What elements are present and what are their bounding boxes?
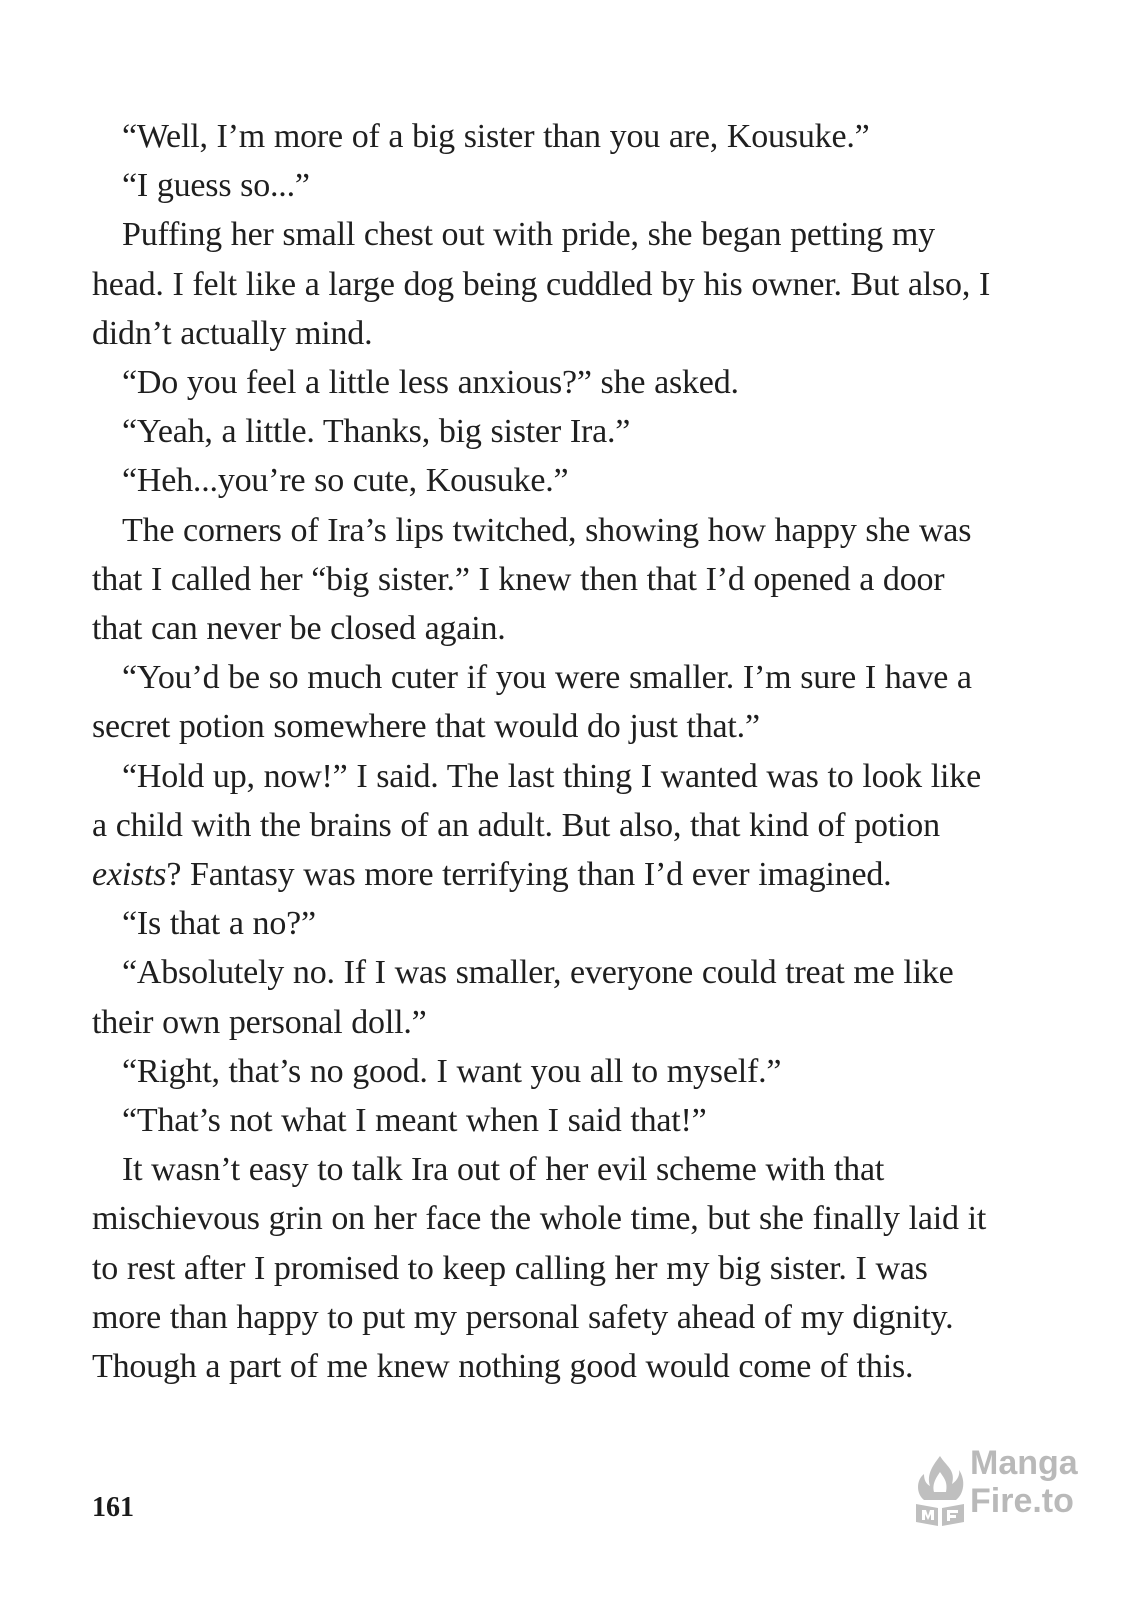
- paragraph-8: “You’d be so much cuter if you were smaller. I’m sure I have a secret potion somewhere that would do just that.”: [92, 659, 972, 746]
- paragraph-10: “Is that a no?”: [122, 905, 316, 943]
- paragraph-13: “That’s not what I meant when I said that!”: [122, 1102, 707, 1140]
- paragraph-2: “I guess so...”: [122, 167, 310, 205]
- paragraph-6: “Heh...you’re so cute, Kousuke.”: [122, 462, 569, 500]
- paragraph-9-start: “Hold up, now!” I said. The last thing I wanted was to look like a child with the brains of an adult. But also, that kind of potion: [92, 757, 981, 844]
- paragraph-9-end: ? Fantasy was more terrifying than I’d ever imagined.: [166, 856, 892, 894]
- flame-book-icon: [912, 1450, 968, 1530]
- paragraph-3: Puffing her small chest out with pride, she began petting my head. I felt like a large dog being cuddled by his owner. But also, I didn’t actually mind.: [92, 216, 991, 352]
- paragraph-1: “Well, I’m more of a big sister than you are, Kousuke.”: [122, 118, 870, 155]
- paragraph-5: “Yeah, a little. Thanks, big sister Ira.”: [122, 413, 631, 451]
- paragraph-9-emphasis: exists: [92, 856, 167, 894]
- paragraph-4: “Do you feel a little less anxious?” she asked.: [122, 364, 739, 402]
- paragraph-14: It wasn’t easy to talk Ira out of her evil scheme with that mischievous grin on her face the whole time, but she finally laid it to rest after I promised to keep calling her my big sister. I was more than happy to put my personal safety ahead of my dignity. Though a part of me knew nothing good would come of this.: [92, 1151, 987, 1386]
- page-number: 161: [92, 1492, 134, 1523]
- watermark: [912, 1436, 1082, 1546]
- watermark-line-2: Fire.to: [970, 1482, 1074, 1520]
- paragraph-9: [92, 752, 992, 900]
- paragraph-7: The corners of Ira’s lips twitched, showing how happy she was that I called her “big sister.” I knew then that I’d opened a door that can never be closed again.: [92, 511, 972, 648]
- watermark-text: [970, 1444, 1078, 1520]
- page-body: [92, 112, 992, 1391]
- watermark-line-1: Manga: [970, 1444, 1078, 1482]
- paragraph-11: “Absolutely no. If I was smaller, everyone could treat me like their own personal doll.”: [92, 954, 954, 1041]
- paragraph-12: “Right, that’s no good. I want you all to myself.”: [122, 1052, 782, 1090]
